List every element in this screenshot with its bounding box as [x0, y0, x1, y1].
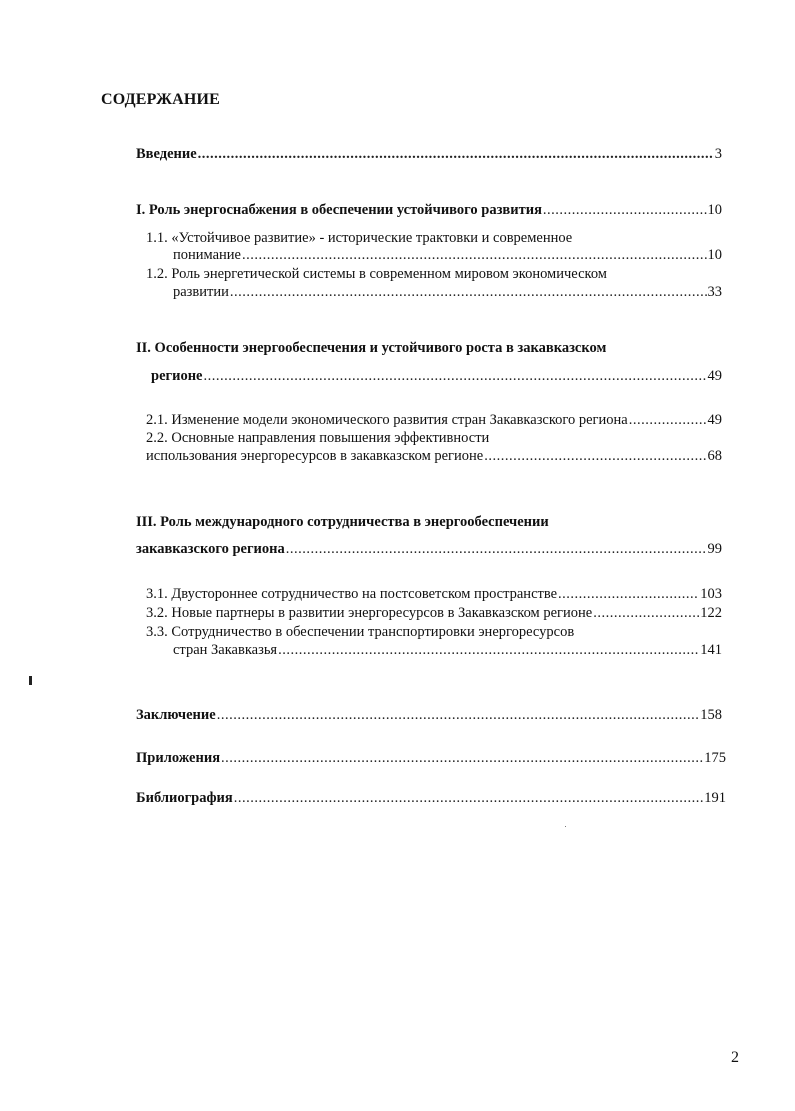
toc-title: понимание: [173, 247, 241, 263]
toc-entry-1-2-line1[interactable]: 1.2. Роль энергетической системы в современном мировом экономическом: [146, 266, 607, 282]
toc-entry-2-1[interactable]: [146, 411, 722, 429]
toc-page-number: 158: [700, 707, 722, 723]
toc-entry-appendix[interactable]: [136, 749, 726, 767]
scan-speck: [565, 826, 566, 827]
toc-title: закавказского региона: [136, 541, 285, 557]
contents-heading: СОДЕРЖАНИЕ: [101, 91, 221, 108]
toc-leader-dots: [234, 789, 704, 807]
toc-title: 2.1. Изменение модели экономического развития стран Закавказского региона: [146, 412, 628, 428]
toc-page-number: 49: [707, 368, 722, 384]
toc-page-number: 10: [707, 202, 722, 218]
toc-entry-3-2[interactable]: [146, 604, 722, 622]
toc-page-number: 99: [707, 541, 722, 557]
scan-margin-mark: [29, 676, 32, 685]
toc-entry-conclusion[interactable]: [136, 706, 722, 724]
toc-page-number: 191: [704, 790, 726, 806]
toc-title: Библиография: [136, 790, 233, 806]
toc-entry-3-3[interactable]: [173, 641, 722, 659]
toc-title: развитии: [173, 284, 229, 300]
toc-leader-dots: [593, 604, 699, 622]
toc-page-number: 141: [700, 642, 722, 658]
toc-leader-dots: [230, 283, 707, 301]
toc-leader-dots: [217, 706, 700, 724]
toc-title: использования энергоресурсов в закавказском регионе: [146, 448, 484, 464]
toc-page-number: 3: [714, 146, 722, 162]
toc-title: стран Закавказья: [173, 642, 278, 658]
toc-leader-dots: [543, 201, 707, 219]
toc-page-number: 10: [707, 247, 722, 263]
toc-entry-bibliography[interactable]: [136, 789, 726, 807]
toc-entry-3-3-line1[interactable]: 3.3. Сотрудничество в обеспечении транспортировки энергоресурсов: [146, 624, 575, 640]
toc-leader-dots: [221, 749, 703, 767]
toc-title: Введение: [136, 146, 197, 162]
toc-entry-1-1-line1[interactable]: 1.1. «Устойчивое развитие» - исторические трактовки и современное: [146, 230, 573, 246]
toc-entry-intro[interactable]: [136, 145, 722, 163]
toc-entry-2-2[interactable]: [146, 447, 722, 465]
toc-page-number: 49: [707, 412, 722, 428]
toc-entry-chapter-3-line1[interactable]: III. Роль международного сотрудничества в энергообеспечении: [136, 514, 549, 530]
toc-title: I. Роль энергоснабжения в обеспечении устойчивого развития: [136, 202, 542, 218]
page-number: 2: [731, 1049, 739, 1066]
toc-leader-dots: [203, 367, 706, 385]
toc-leader-dots: [198, 145, 714, 163]
toc-entry-chapter-3[interactable]: [136, 540, 722, 558]
toc-title: 3.1. Двустороннее сотрудничество на постсоветском пространстве: [146, 586, 558, 602]
toc-entry-chapter-1[interactable]: [136, 201, 722, 219]
toc-entry-chapter-2-line1[interactable]: II. Особенности энергообеспечения и устойчивого роста в закавказском: [136, 340, 607, 356]
toc-leader-dots: [484, 447, 706, 465]
toc-page-number: 33: [707, 284, 722, 300]
toc-leader-dots: [286, 540, 707, 558]
toc-title: Приложения: [136, 750, 221, 766]
toc-title: регионе: [151, 368, 203, 384]
toc-page-number: 103: [700, 586, 722, 602]
toc-leader-dots: [629, 411, 707, 429]
toc-leader-dots: [278, 641, 699, 659]
toc-entry-3-1[interactable]: [146, 585, 722, 603]
toc-leader-dots: [558, 585, 699, 603]
toc-page-number: 68: [707, 448, 722, 464]
toc-entry-2-2-line1[interactable]: 2.2. Основные направления повышения эффективности: [146, 430, 490, 446]
toc-entry-1-1[interactable]: [173, 246, 722, 264]
toc-entry-chapter-2[interactable]: [151, 367, 722, 385]
toc-entry-1-2[interactable]: [173, 283, 722, 301]
toc-leader-dots: [242, 246, 707, 264]
toc-page-number: 175: [704, 750, 726, 766]
toc-title: Заключение: [136, 707, 216, 723]
toc-title: 3.2. Новые партнеры в развитии энергоресурсов в Закавказском регионе: [146, 605, 593, 621]
toc-page-number: 122: [700, 605, 722, 621]
